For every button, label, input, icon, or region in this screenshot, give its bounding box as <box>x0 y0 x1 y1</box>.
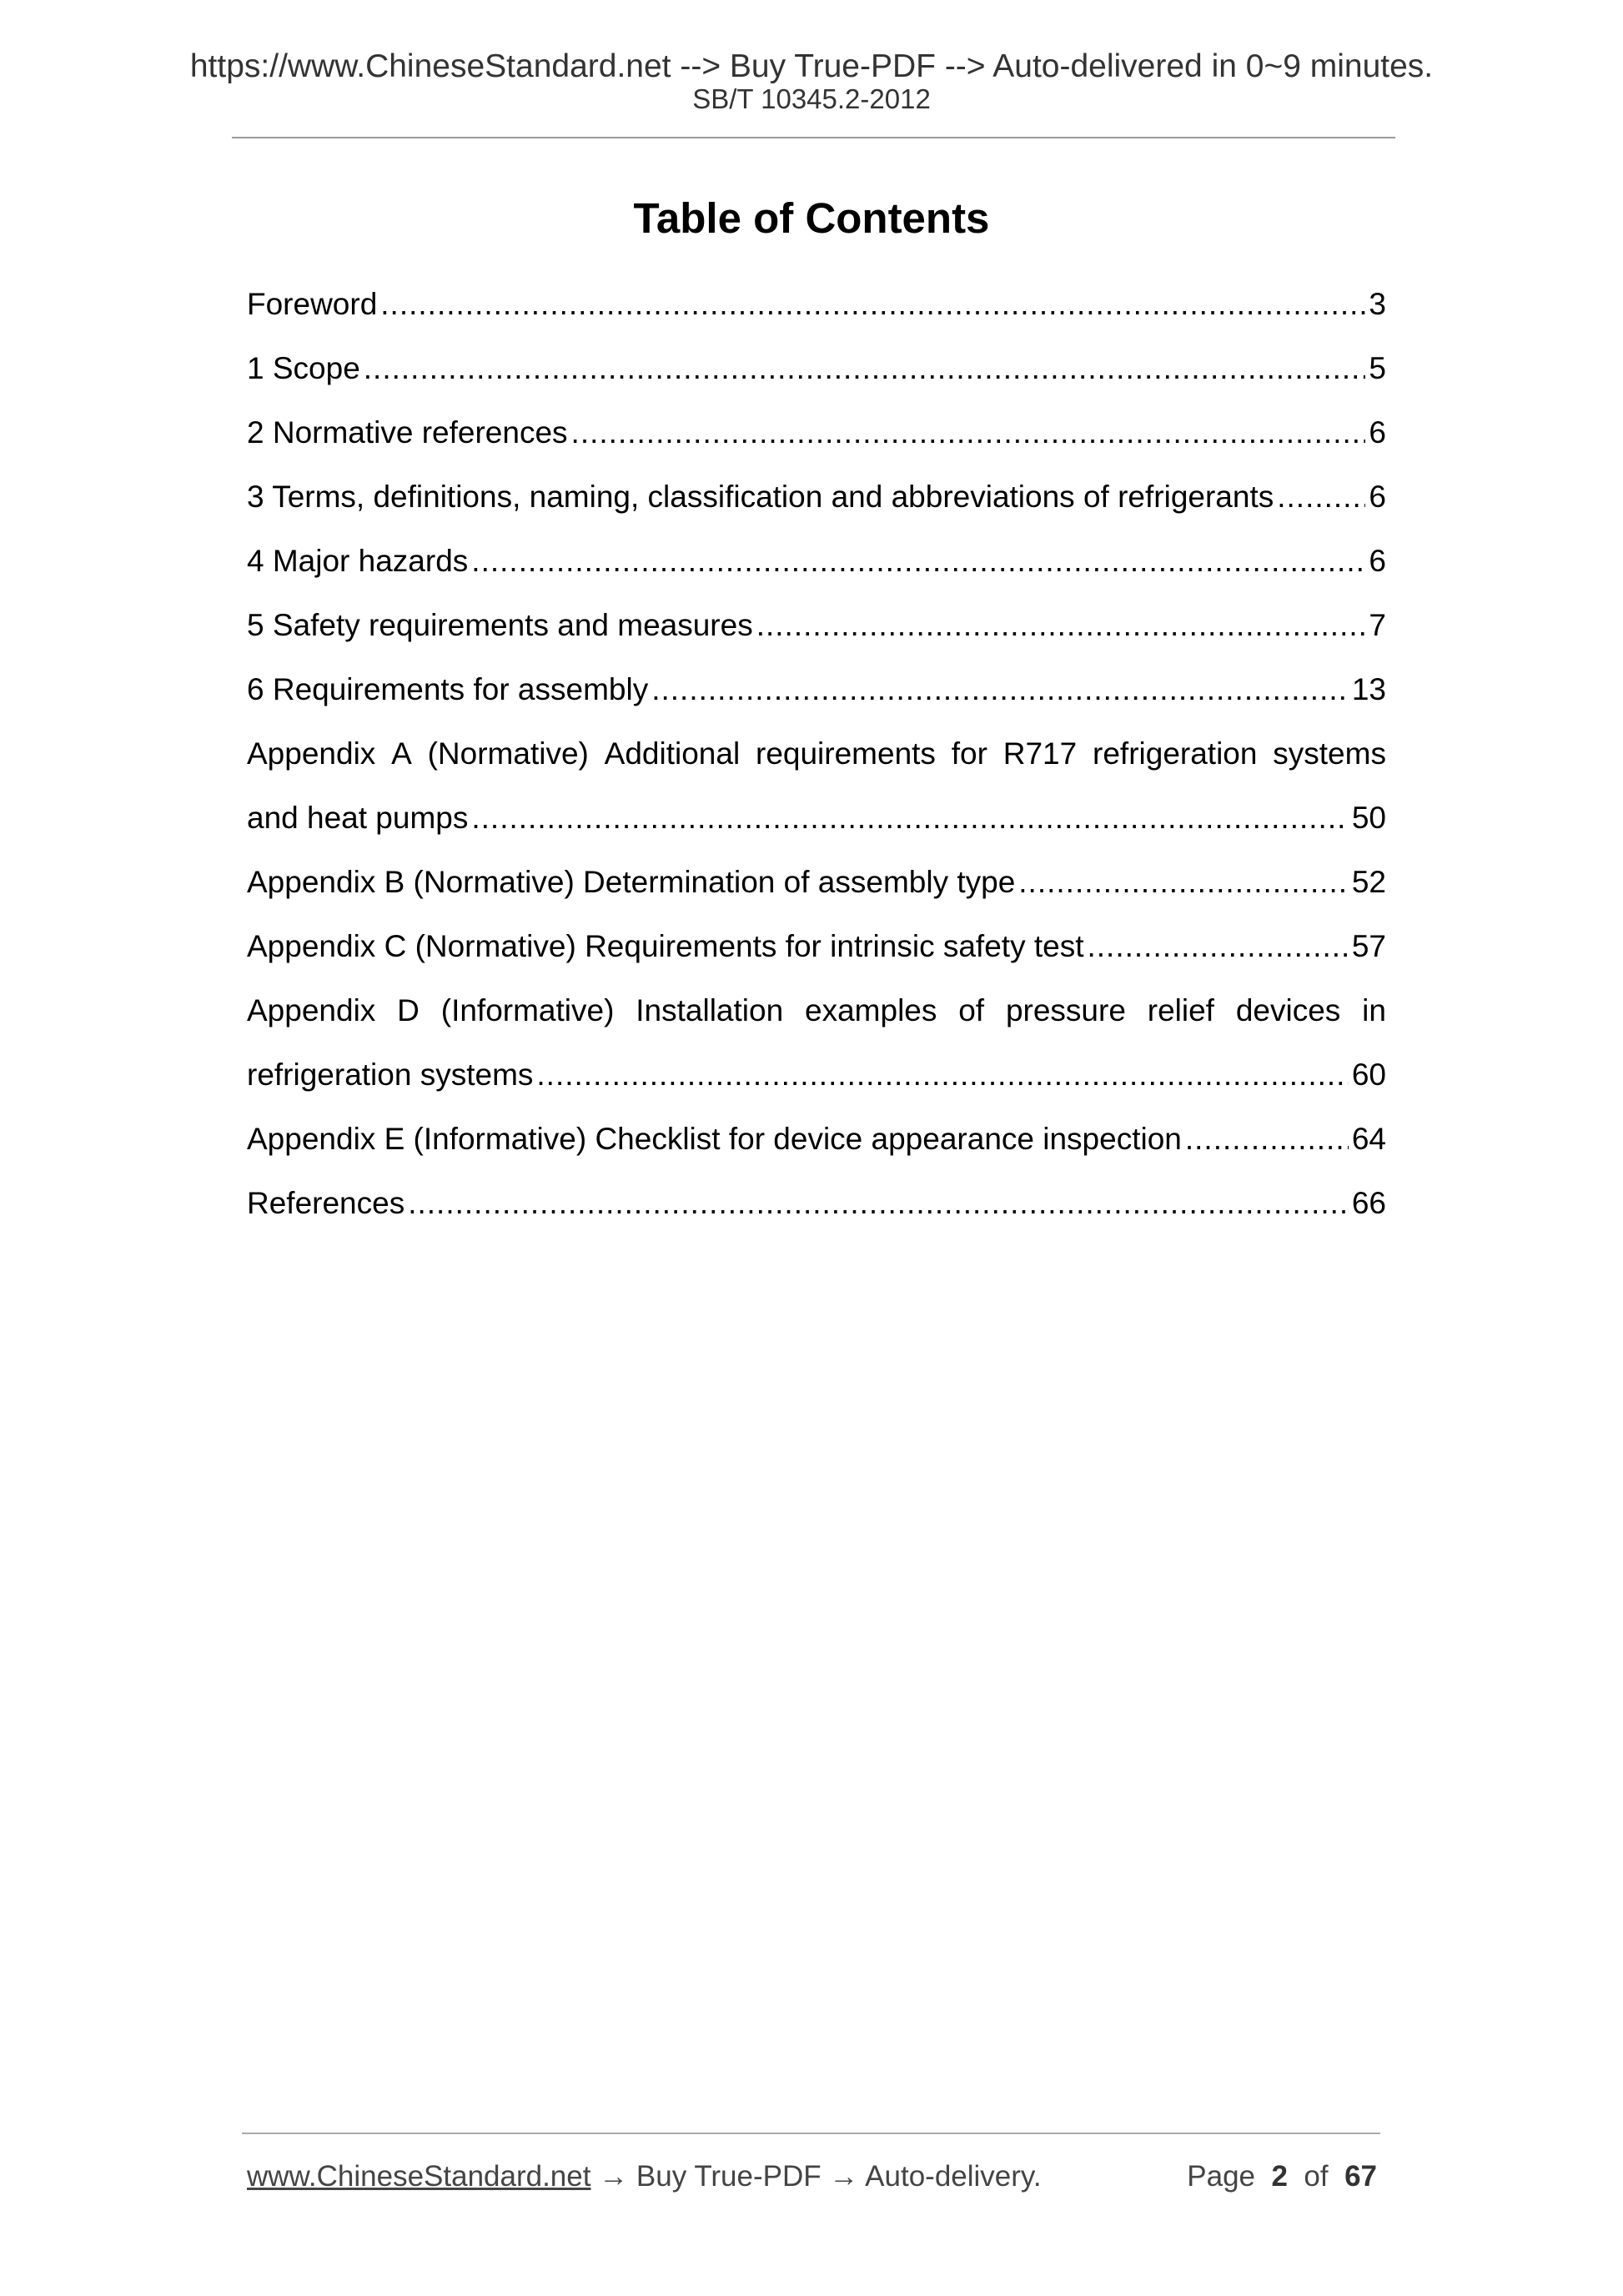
toc-entry-appendix-e[interactable] <box>247 1107 1386 1171</box>
toc-entry-major-hazards[interactable] <box>247 529 1386 593</box>
toc-entry-appendix-c[interactable] <box>247 914 1386 978</box>
toc-entry-page: 6 <box>1369 543 1386 578</box>
footer-divider <box>242 2133 1380 2134</box>
toc-entry-page: 13 <box>1351 671 1386 706</box>
toc-leader-dots <box>1277 479 1365 515</box>
toc-entry-page: 64 <box>1351 1121 1386 1156</box>
toc-word: in <box>1362 992 1386 1027</box>
toc-word: for <box>951 736 987 771</box>
page-number <box>1187 2158 1377 2195</box>
toc-entry-references[interactable] <box>247 1171 1386 1235</box>
toc-entry-page: 6 <box>1369 479 1386 514</box>
toc-entry-assembly[interactable] <box>247 657 1386 721</box>
toc-leader-dots <box>471 800 1348 837</box>
toc-entry-page: 5 <box>1369 350 1386 385</box>
toc-word: Additional <box>604 736 741 771</box>
toc-entry-terms[interactable] <box>247 465 1386 529</box>
toc-leader-dots <box>571 414 1366 451</box>
toc-leader-dots <box>756 607 1366 644</box>
header-banner: https://www.ChineseStandard.net --> Buy True-PDF --> Auto-delivered in 0~9 minutes. <box>189 48 1434 84</box>
toc-entry-appendix-d-line1[interactable] <box>247 978 1386 1042</box>
toc-entry-label: 2 Normative references <box>247 414 568 450</box>
toc-word: pressure <box>1005 992 1126 1027</box>
toc-entry-page: 66 <box>1351 1185 1386 1220</box>
toc-leader-dots <box>364 350 1366 387</box>
toc-leader-dots <box>1185 1121 1349 1158</box>
toc-entry-label: 5 Safety requirements and measures <box>247 607 753 642</box>
toc-entry-page: 57 <box>1351 928 1386 963</box>
toc-entry-label: 1 Scope <box>247 350 360 385</box>
toc-word: D <box>397 992 420 1027</box>
table-of-contents <box>247 272 1386 1235</box>
toc-leader-dots <box>536 1057 1348 1093</box>
toc-word: examples <box>805 992 937 1027</box>
toc-entry-label: Appendix E (Informative) Checklist for device appearance inspection <box>247 1121 1182 1156</box>
page-total: 67 <box>1344 2160 1377 2193</box>
toc-entry-label: and heat pumps <box>247 800 469 835</box>
toc-entry-foreword[interactable] <box>247 272 1386 336</box>
toc-entry-page: 52 <box>1351 864 1386 899</box>
toc-entry-page: 6 <box>1369 414 1386 450</box>
toc-entry-appendix-d-line2[interactable] <box>247 1042 1386 1107</box>
toc-word: Appendix <box>247 992 376 1027</box>
toc-entry-page: 7 <box>1369 607 1386 642</box>
toc-word: requirements <box>756 736 936 771</box>
toc-entry-label: Appendix B (Normative) Determination of assembly type <box>247 864 1016 899</box>
toc-word: (Normative) <box>427 736 589 771</box>
page-footer <box>247 2158 1377 2195</box>
header-divider <box>232 137 1395 138</box>
toc-leader-dots <box>1018 864 1349 901</box>
toc-entry-label: 4 Major hazards <box>247 543 469 578</box>
of-word: of <box>1304 2160 1329 2193</box>
toc-word: Appendix <box>247 736 376 771</box>
footer-tagline: → Buy True-PDF → Auto-delivery. <box>590 2160 1042 2193</box>
toc-entry-safety-requirements[interactable] <box>247 593 1386 657</box>
toc-word: relief <box>1147 992 1214 1027</box>
toc-word: A <box>391 736 412 771</box>
toc-entry-page: 50 <box>1351 800 1386 835</box>
page-current: 2 <box>1271 2160 1288 2193</box>
toc-entry-label: References <box>247 1185 405 1220</box>
toc-entry-appendix-b[interactable] <box>247 850 1386 914</box>
toc-word: of <box>958 992 985 1027</box>
toc-entry-label: 6 Requirements for assembly <box>247 671 649 706</box>
toc-entry-appendix-a-line1[interactable] <box>247 721 1386 786</box>
page-word: Page <box>1187 2160 1256 2193</box>
toc-entry-normative-references[interactable] <box>247 400 1386 465</box>
toc-word: (Informative) <box>440 992 615 1027</box>
toc-entry-label: Appendix C (Normative) Requirements for intrinsic safety test <box>247 928 1084 963</box>
standard-code: SB/T 10345.2-2012 <box>692 83 931 114</box>
toc-word: systems <box>1273 736 1386 771</box>
toc-leader-dots <box>380 286 1365 323</box>
toc-entry-label: 3 Terms, definitions, naming, classification and abbreviations of refrigerants <box>247 479 1274 514</box>
footer-site-link[interactable]: www.ChineseStandard.net <box>247 2160 591 2193</box>
toc-leader-dots <box>651 671 1349 708</box>
toc-entry-appendix-a-line2[interactable] <box>247 786 1386 850</box>
toc-leader-dots <box>1087 928 1348 965</box>
toc-entry-label: refrigeration systems <box>247 1057 534 1092</box>
toc-entry-page: 3 <box>1369 286 1386 321</box>
toc-leader-dots <box>408 1185 1349 1222</box>
footer-left <box>247 2158 1042 2195</box>
toc-word: Installation <box>636 992 784 1027</box>
toc-word: devices <box>1235 992 1341 1027</box>
toc-word: R717 <box>1002 736 1078 771</box>
toc-leader-dots <box>471 543 1365 580</box>
toc-entry-scope[interactable] <box>247 336 1386 400</box>
page-title: Table of Contents <box>633 194 990 242</box>
toc-entry-page: 60 <box>1351 1057 1386 1092</box>
toc-entry-label: Foreword <box>247 286 378 321</box>
toc-word: refrigeration <box>1093 736 1258 771</box>
